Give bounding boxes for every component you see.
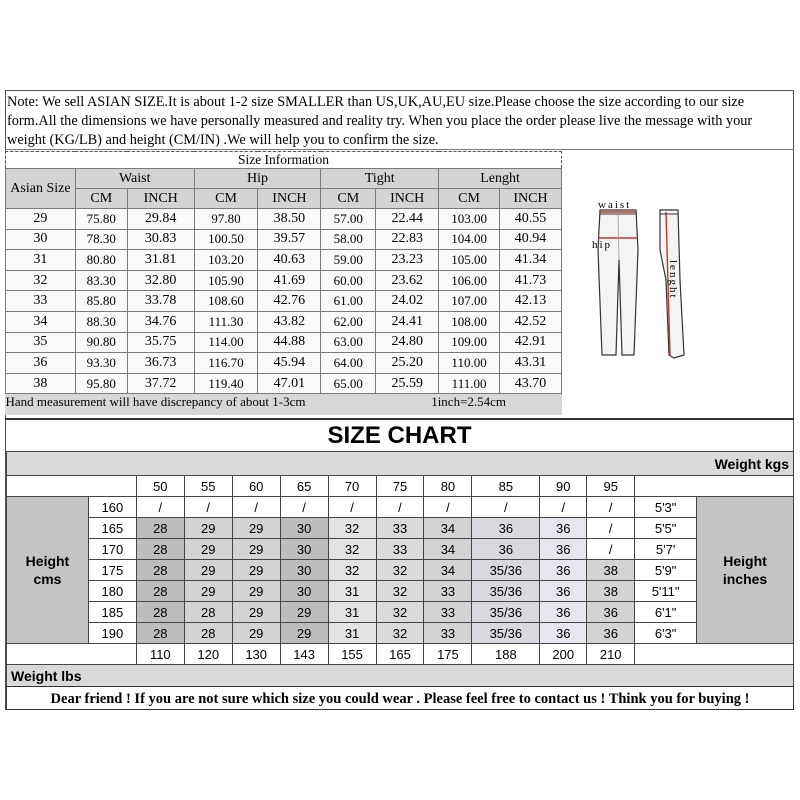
size-cell: 30 xyxy=(280,560,328,581)
weight-lbs-cell: 210 xyxy=(587,644,635,665)
size-cell: / xyxy=(587,539,635,560)
unit-header: CM xyxy=(439,189,500,209)
size-cell: 29 xyxy=(232,518,280,539)
size-chart-row xyxy=(7,623,794,644)
measurement-cell: 88.30 xyxy=(75,311,127,332)
size-cell: 32 xyxy=(328,518,376,539)
size-cell: 38 xyxy=(587,581,635,602)
size-cell: 28 xyxy=(136,560,184,581)
measurement-cell: 44.88 xyxy=(258,332,321,353)
size-info-row xyxy=(6,353,562,374)
size-cell: 34 xyxy=(424,518,472,539)
measurement-cell: 111.00 xyxy=(439,373,500,394)
unit-header: INCH xyxy=(376,189,439,209)
size-cell: 29 xyxy=(232,539,280,560)
measurement-cell: 25.59 xyxy=(376,373,439,394)
size-cell: 29 xyxy=(184,518,232,539)
tight-header: Tight xyxy=(321,169,439,189)
measurement-cell: 80.80 xyxy=(75,250,127,271)
weight-lbs-cell: 175 xyxy=(424,644,472,665)
height-inch-cell: 6'1" xyxy=(635,602,697,623)
size-cell: 34 xyxy=(424,539,472,560)
size-cell: 28 xyxy=(136,539,184,560)
size-info-row xyxy=(6,209,562,230)
weight-lbs-cell: 165 xyxy=(376,644,424,665)
size-chart-row xyxy=(7,539,794,560)
size-info-caption: Size Information xyxy=(6,152,562,169)
inch-conversion-note: 1inch=2.54cm xyxy=(376,394,562,411)
height-cm-cell: 185 xyxy=(88,602,136,623)
size-cell: 36 xyxy=(540,602,587,623)
unit-header: CM xyxy=(321,189,376,209)
size-cell: 36 xyxy=(540,581,587,602)
measurement-cell: 109.00 xyxy=(439,332,500,353)
height-cm-cell: 175 xyxy=(88,560,136,581)
measurement-cell: 100.50 xyxy=(194,229,258,250)
measurement-cell: 63.00 xyxy=(321,332,376,353)
size-info-row xyxy=(6,270,562,291)
height-cm-cell: 160 xyxy=(88,497,136,518)
size-cell: / xyxy=(540,497,587,518)
size-cell: 28 xyxy=(136,518,184,539)
size-cell: 38 xyxy=(587,560,635,581)
measurement-cell: 40.94 xyxy=(500,229,562,250)
height-inch-cell: 5'11" xyxy=(635,581,697,602)
measurement-cell: 33.78 xyxy=(127,291,194,312)
size-cell: 36 xyxy=(472,539,540,560)
size-cell: 29 xyxy=(232,581,280,602)
measurement-cell: 111.30 xyxy=(194,311,258,332)
measurement-cell: 32.80 xyxy=(127,270,194,291)
size-cell: 32 xyxy=(328,539,376,560)
measurement-cell: 108.00 xyxy=(439,311,500,332)
asian-size-cell: 29 xyxy=(6,209,76,230)
measurement-cell: 103.20 xyxy=(194,250,258,271)
size-cell: / xyxy=(328,497,376,518)
measurement-cell: 105.90 xyxy=(194,270,258,291)
measurement-cell: 42.76 xyxy=(258,291,321,312)
size-cell: 31 xyxy=(328,602,376,623)
measurement-cell: 24.02 xyxy=(376,291,439,312)
size-chart-row xyxy=(7,560,794,581)
measurement-cell: 103.00 xyxy=(439,209,500,230)
measurement-cell: 36.73 xyxy=(127,353,194,374)
measurement-cell: 85.80 xyxy=(75,291,127,312)
unit-header: CM xyxy=(75,189,127,209)
height-cms-label xyxy=(7,497,89,644)
weight-kg-cell: 50 xyxy=(136,476,184,497)
measurement-cell: 108.60 xyxy=(194,291,258,312)
measurement-cell: 106.00 xyxy=(439,270,500,291)
size-cell: 29 xyxy=(232,602,280,623)
size-cell: / xyxy=(587,497,635,518)
size-cell: 35/36 xyxy=(472,623,540,644)
size-cell: / xyxy=(232,497,280,518)
size-cell: 31 xyxy=(328,623,376,644)
weight-kg-cell: 60 xyxy=(232,476,280,497)
size-cell: / xyxy=(472,497,540,518)
size-cell: 33 xyxy=(424,602,472,623)
weight-lbs-cell: 130 xyxy=(232,644,280,665)
size-cell: / xyxy=(184,497,232,518)
size-info-row xyxy=(6,229,562,250)
size-cell: 36 xyxy=(540,539,587,560)
size-cell: 29 xyxy=(184,581,232,602)
measurement-cell: 22.44 xyxy=(376,209,439,230)
asian-size-cell: 35 xyxy=(6,332,76,353)
size-cell: 29 xyxy=(280,602,328,623)
height-inches-label-line1: Height xyxy=(723,553,767,569)
hip-label: hip xyxy=(592,239,613,251)
size-info-row xyxy=(6,250,562,271)
measurement-cell: 34.76 xyxy=(127,311,194,332)
size-cell: 31 xyxy=(328,581,376,602)
length-label: lenght xyxy=(667,260,679,300)
height-inches-label-line2: inches xyxy=(722,571,768,587)
size-cell: / xyxy=(424,497,472,518)
size-cell: 32 xyxy=(328,560,376,581)
measurement-cell: 29.84 xyxy=(127,209,194,230)
size-cell: / xyxy=(280,497,328,518)
size-cell: / xyxy=(587,518,635,539)
measurement-cell: 61.00 xyxy=(321,291,376,312)
size-cell: 33 xyxy=(424,581,472,602)
size-cell: 29 xyxy=(280,623,328,644)
measurement-cell: 119.40 xyxy=(194,373,258,394)
size-chart-title: SIZE CHART xyxy=(5,418,794,452)
measurement-cell: 24.80 xyxy=(376,332,439,353)
hip-header: Hip xyxy=(194,169,321,189)
measurement-cell: 30.83 xyxy=(127,229,194,250)
weight-lbs-label: Weight lbs xyxy=(7,665,794,687)
size-cell: 35/36 xyxy=(472,560,540,581)
weight-lbs-cell: 155 xyxy=(328,644,376,665)
height-cm-cell: 170 xyxy=(88,539,136,560)
size-cell: / xyxy=(376,497,424,518)
blank-cell xyxy=(7,644,137,665)
unit-header: CM xyxy=(194,189,258,209)
measurement-cell: 83.30 xyxy=(75,270,127,291)
measurement-cell: 105.00 xyxy=(439,250,500,271)
asian-size-cell: 32 xyxy=(6,270,76,291)
asian-size-cell: 34 xyxy=(6,311,76,332)
weight-kg-cell: 70 xyxy=(328,476,376,497)
size-chart-row xyxy=(7,581,794,602)
measurement-cell: 59.00 xyxy=(321,250,376,271)
size-cell: 36 xyxy=(540,518,587,539)
height-cms-label-line1: Height xyxy=(25,553,70,569)
blank-cell xyxy=(7,476,137,497)
measurement-cell: 116.70 xyxy=(194,353,258,374)
size-cell: 29 xyxy=(232,560,280,581)
size-cell: 30 xyxy=(280,539,328,560)
size-cell: 29 xyxy=(184,560,232,581)
measurement-cell: 42.91 xyxy=(500,332,562,353)
height-cm-cell: 180 xyxy=(88,581,136,602)
height-cms-label-line2: cms xyxy=(33,571,62,587)
length-header: Lenght xyxy=(439,169,562,189)
size-cell: 35/36 xyxy=(472,581,540,602)
size-note: Note: We sell ASIAN SIZE.It is about 1-2 size SMALLER than US,UK,AU,EU size.Please choose the size according to our size form.All the dimensions we have personally measured and reality try. When you place the order please live the message with your weight (KG/LB) and height (CM/IN) .We will help you to confirm the size. xyxy=(7,94,753,148)
height-inch-cell: 5'3" xyxy=(635,497,697,518)
size-info-row xyxy=(6,373,562,394)
asian-size-cell: 36 xyxy=(6,353,76,374)
size-cell: 32 xyxy=(376,560,424,581)
measurement-cell: 90.80 xyxy=(75,332,127,353)
size-cell: 36 xyxy=(587,623,635,644)
size-chart-row xyxy=(7,518,794,539)
weight-lbs-cell: 200 xyxy=(540,644,587,665)
measurement-cell: 23.62 xyxy=(376,270,439,291)
height-inch-cell: 5'7' xyxy=(635,539,697,560)
measurement-cell: 45.94 xyxy=(258,353,321,374)
size-cell: 36 xyxy=(540,560,587,581)
size-info-row xyxy=(6,291,562,312)
asian-size-cell: 38 xyxy=(6,373,76,394)
measurement-cell: 93.30 xyxy=(75,353,127,374)
size-cell: 28 xyxy=(184,623,232,644)
measurement-cell: 104.00 xyxy=(439,229,500,250)
weight-lbs-cell: 143 xyxy=(280,644,328,665)
size-cell: / xyxy=(136,497,184,518)
measurement-cell: 40.63 xyxy=(258,250,321,271)
asian-size-cell: 30 xyxy=(6,229,76,250)
height-inch-cell: 5'9" xyxy=(635,560,697,581)
measurement-cell: 38.50 xyxy=(258,209,321,230)
size-chart-row xyxy=(7,497,794,518)
measurement-cell: 78.30 xyxy=(75,229,127,250)
weight-lbs-cell: 120 xyxy=(184,644,232,665)
weight-lbs-cell: 188 xyxy=(472,644,540,665)
measurement-cell: 41.69 xyxy=(258,270,321,291)
waist-header: Waist xyxy=(75,169,194,189)
weight-kg-cell: 95 xyxy=(587,476,635,497)
size-chart-row xyxy=(7,602,794,623)
measurement-cell: 39.57 xyxy=(258,229,321,250)
measurement-cell: 37.72 xyxy=(127,373,194,394)
blank-cell xyxy=(635,644,794,665)
measurement-cell: 75.80 xyxy=(75,209,127,230)
height-inch-cell: 6'3" xyxy=(635,623,697,644)
height-cm-cell: 165 xyxy=(88,518,136,539)
measurement-cell: 110.00 xyxy=(439,353,500,374)
weight-lbs-cell: 110 xyxy=(136,644,184,665)
unit-header: INCH xyxy=(127,189,194,209)
measurement-cell: 35.75 xyxy=(127,332,194,353)
measurement-cell: 107.00 xyxy=(439,291,500,312)
measurement-cell: 60.00 xyxy=(321,270,376,291)
measurement-cell: 64.00 xyxy=(321,353,376,374)
size-cell: 28 xyxy=(136,623,184,644)
measurement-cell: 42.52 xyxy=(500,311,562,332)
asian-size-header: Asian Size xyxy=(6,169,76,209)
measurement-cell: 25.20 xyxy=(376,353,439,374)
size-cell: 29 xyxy=(232,623,280,644)
measurement-cell: 65.00 xyxy=(321,373,376,394)
measurement-cell: 43.70 xyxy=(500,373,562,394)
size-cell: 30 xyxy=(280,581,328,602)
unit-header: INCH xyxy=(500,189,562,209)
measurement-cell: 95.80 xyxy=(75,373,127,394)
size-cell: 36 xyxy=(540,623,587,644)
contact-message: Dear friend ! If you are not sure which size you could wear . Please feel free to contact us ! Think you for buying ! xyxy=(6,686,794,710)
measurement-cell: 42.13 xyxy=(500,291,562,312)
measurement-cell: 43.31 xyxy=(500,353,562,374)
weight-kg-cell: 55 xyxy=(184,476,232,497)
measurement-cell: 24.41 xyxy=(376,311,439,332)
asian-size-cell: 31 xyxy=(6,250,76,271)
size-cell: 28 xyxy=(136,602,184,623)
height-inches-label xyxy=(697,497,794,644)
size-cell: 36 xyxy=(587,602,635,623)
height-inch-cell: 5'5" xyxy=(635,518,697,539)
weight-kg-cell: 90 xyxy=(540,476,587,497)
weight-kg-cell: 65 xyxy=(280,476,328,497)
weight-kg-cell: 85 xyxy=(472,476,540,497)
blank-cell xyxy=(635,476,794,497)
size-info-footnote: Hand measurement will have discrepancy of about 1-3cm xyxy=(6,394,376,411)
weight-kgs-label: Weight kgs xyxy=(7,452,794,476)
size-cell: 34 xyxy=(424,560,472,581)
weight-kg-cell: 75 xyxy=(376,476,424,497)
size-cell: 32 xyxy=(376,602,424,623)
size-info-row xyxy=(6,311,562,332)
size-chart-table xyxy=(6,451,794,687)
size-cell: 33 xyxy=(376,518,424,539)
measurement-cell: 97.80 xyxy=(194,209,258,230)
measurement-cell: 57.00 xyxy=(321,209,376,230)
measurement-cell: 31.81 xyxy=(127,250,194,271)
size-info-row xyxy=(6,332,562,353)
measurement-cell: 41.34 xyxy=(500,250,562,271)
measurement-cell: 47.01 xyxy=(258,373,321,394)
measurement-cell: 62.00 xyxy=(321,311,376,332)
size-cell: 29 xyxy=(184,539,232,560)
size-cell: 35/36 xyxy=(472,602,540,623)
divider xyxy=(5,149,794,150)
unit-header: INCH xyxy=(258,189,321,209)
size-cell: 33 xyxy=(376,539,424,560)
size-cell: 36 xyxy=(472,518,540,539)
measurement-cell: 40.55 xyxy=(500,209,562,230)
pants-measurement-diagram xyxy=(586,190,716,370)
asian-size-cell: 33 xyxy=(6,291,76,312)
size-cell: 30 xyxy=(280,518,328,539)
measurement-cell: 58.00 xyxy=(321,229,376,250)
measurement-cell: 41.73 xyxy=(500,270,562,291)
size-cell: 28 xyxy=(136,581,184,602)
weight-kg-cell: 80 xyxy=(424,476,472,497)
height-cm-cell: 190 xyxy=(88,623,136,644)
size-cell: 32 xyxy=(376,581,424,602)
size-cell: 32 xyxy=(376,623,424,644)
measurement-cell: 43.82 xyxy=(258,311,321,332)
size-info-table xyxy=(5,151,562,410)
measurement-cell: 22.83 xyxy=(376,229,439,250)
size-cell: 33 xyxy=(424,623,472,644)
measurement-cell: 23.23 xyxy=(376,250,439,271)
size-cell: 28 xyxy=(184,602,232,623)
measurement-cell: 114.00 xyxy=(194,332,258,353)
waist-label: waist xyxy=(598,199,632,211)
